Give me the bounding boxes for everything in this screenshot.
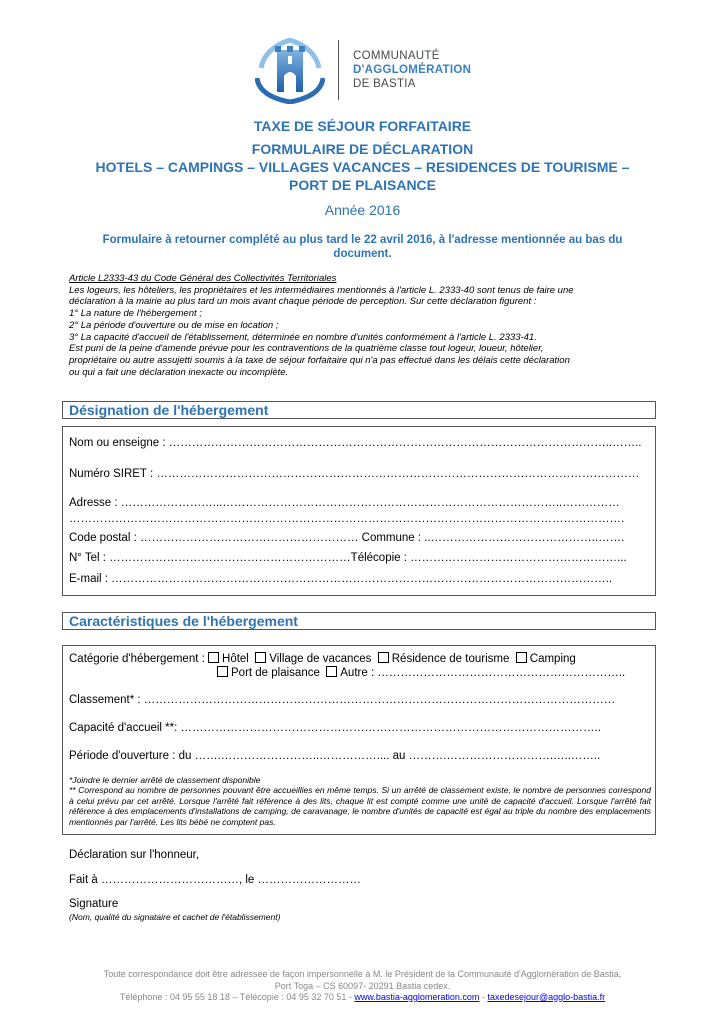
option-village[interactable]: Village de vacances xyxy=(255,653,371,665)
email-field[interactable]: E-mail : ………………………………………………………………………………………………………………….. xyxy=(69,573,613,585)
year-label: Année 2016 xyxy=(324,202,401,218)
signature-label: Signature xyxy=(69,898,119,910)
option-port[interactable]: Port de plaisance xyxy=(217,667,320,679)
caracteristiques-header-label: Caractéristiques de l'hébergement xyxy=(69,613,298,629)
article-line: propriétaire ou autre assujetti soumis à la taxe de séjour forfaitaire qui n'a pas effectué dans les délais cette déclaration xyxy=(69,354,570,366)
classement-field[interactable]: Classement* : …………………………………………………………………………………………………………… xyxy=(69,694,616,706)
footer-line3: Téléphone : 04 95 55 18 18 – Télécopie : 04 95 32 70 51 - www.bastia-agglomeration.com - taxedesejour@agglo-bastia.fr xyxy=(119,992,606,1002)
footer-line2: Port Toga – CS 60097- 20291 Bastia cedex. xyxy=(274,980,451,991)
option-residence[interactable]: Résidence de tourisme xyxy=(378,653,510,665)
categorie-row2 xyxy=(217,666,651,679)
article-line: ou qui a fait une déclaration inexacte ou incomplète. xyxy=(69,366,289,378)
declaration-label: Déclaration sur l'honneur, xyxy=(69,849,200,861)
main-title: TAXE DE SÉJOUR FORFAITAIRE xyxy=(253,118,472,134)
categorie-label: Catégorie d'hébergement : xyxy=(69,653,205,665)
article-line: Est puni de la peine d'amende prévue pour les contraventions de la quatrième classe tout logeur, loueur, hôtelier, xyxy=(69,343,544,355)
designation-header-label: Désignation de l'hébergement xyxy=(69,402,269,418)
checkbox-icon[interactable] xyxy=(516,652,527,663)
email-link[interactable]: taxedesejour@agglo-bastia.fr xyxy=(487,992,606,1002)
caracteristiques-box xyxy=(62,645,656,835)
types-line2: PORT DE PLAISANCE xyxy=(288,177,436,193)
note-classement: *Joindre le dernier arrêté de classement disponible xyxy=(69,775,261,785)
form-title: FORMULAIRE DE DÉCLARATION xyxy=(251,141,474,157)
logo-line2: D'AGGLOMÉRATION xyxy=(353,64,472,76)
instruction-line2: document. xyxy=(333,248,392,260)
checkbox-icon[interactable] xyxy=(326,666,337,677)
tel-fax-field[interactable]: N° Tel : ………………………………………………………Télécopie : ………………………………………………... xyxy=(69,552,627,564)
code-postal-commune-field[interactable]: Code postal : ………………………………………………… Commune : ..……………………………………..……. xyxy=(69,532,625,544)
designation-header xyxy=(62,401,656,419)
checkbox-icon[interactable] xyxy=(255,652,266,663)
footer-line1: Toute correspondance doit être adressée de façon impersonnelle à M. le Président de la Communauté d'Agglomération de Bastia, xyxy=(103,969,622,979)
instruction-line1: Formulaire à retourner complété au plus tard le 22 avril 2016, à l'adresse mentionnée au bas du xyxy=(102,234,623,246)
article-line: 2° La période d'ouverture ou de mise en location ; xyxy=(69,319,279,331)
option-hotel[interactable]: Hôtel xyxy=(208,653,249,665)
footer xyxy=(0,969,725,1004)
checkbox-icon[interactable] xyxy=(378,652,389,663)
adresse-field[interactable]: Adresse : ……………………...……………………………………………………………………………..…………… xyxy=(69,497,620,509)
article-line: déclaration à la mairie au plus tard un mois avant chaque période de perception. Sur cette déclaration figurent : xyxy=(69,296,537,308)
article-line: 1° La nature de l'hébergement ; xyxy=(69,308,202,320)
categorie-row1 xyxy=(69,652,651,665)
siret-field[interactable]: Numéro SIRET : ……………………………………………………………………………………………………………… xyxy=(69,468,640,480)
caracteristiques-header xyxy=(62,612,656,630)
article-block xyxy=(69,273,656,378)
option-autre[interactable]: Autre : xyxy=(326,667,374,679)
article-heading: Article L2333-43 du Code Général des Collectivités Territoriales xyxy=(69,273,337,284)
checkbox-icon[interactable] xyxy=(217,666,228,677)
option-camping[interactable]: Camping xyxy=(516,653,576,665)
article-line: 3° La capacité d'accueil de l'établissement, déterminée en nombre d'unités conformément à l'article L. 2333-41. xyxy=(69,331,537,343)
signature-note: (Nom, qualité du signataire et cachet de l'établissement) xyxy=(69,912,281,922)
adresse-field-line2[interactable]: ………………………………………………………………………………………………………………………………. xyxy=(69,513,625,525)
designation-box xyxy=(62,426,656,596)
logo-line3: DE BASTIA xyxy=(353,78,416,90)
website-link[interactable]: www.bastia-agglomeration.com xyxy=(354,992,480,1002)
nom-field[interactable]: Nom ou enseigne : ……………………………………………………………………………………………………..…….. xyxy=(69,437,642,449)
logo xyxy=(255,38,325,104)
autre-field[interactable]: ……………………………………………………….. xyxy=(377,667,626,679)
article-line: Les logeurs, les hôteliers, les propriétaires et les intermédiaires mentionnés à l'article L. 2333-40 sont tenus de faire une xyxy=(69,284,574,296)
capacite-field[interactable]: Capacité d'accueil **: ……………………………………………………………………………………………….. xyxy=(69,722,601,734)
periode-field[interactable]: Période d'ouverture : du …….……………………..…………….... au ……….……………………….…..…….. xyxy=(69,750,601,762)
checkbox-icon[interactable] xyxy=(208,652,219,663)
note-capacite: ** Correspond au nombre de personnes pouvant être accueillies en même temps. Si un arrêté de classement existe, le nombre de personnes correspond à celui prévu par cet arrêté. Lorsque l'arrêté fait référence à des lits, chaque lit est compté comme une unité de capacité d'accueil. Lorsque l'arrêté fait référence à des emplacements d'installations de camping, de caravanage, le nombre d'unités de capacité est égal au triple du nombre des emplacements mentionnés par l'arrêté. Les lits bébé ne comptent pas. xyxy=(69,785,651,827)
tower-emblem-icon xyxy=(255,38,325,104)
types-line1: HOTELS – CAMPINGS – VILLAGES VACANCES – RESIDENCES DE TOURISME – xyxy=(95,159,630,175)
footer-phone: Téléphone : 04 95 55 18 18 – Télécopie : 04 95 32 70 51 - xyxy=(119,992,355,1002)
logo-wordmark xyxy=(353,49,471,91)
logo-divider xyxy=(338,40,339,100)
logo-line1: COMMUNAUTÉ xyxy=(353,50,440,62)
fait-a-field[interactable]: Fait à ………………………………, le ……………………… xyxy=(69,874,361,886)
